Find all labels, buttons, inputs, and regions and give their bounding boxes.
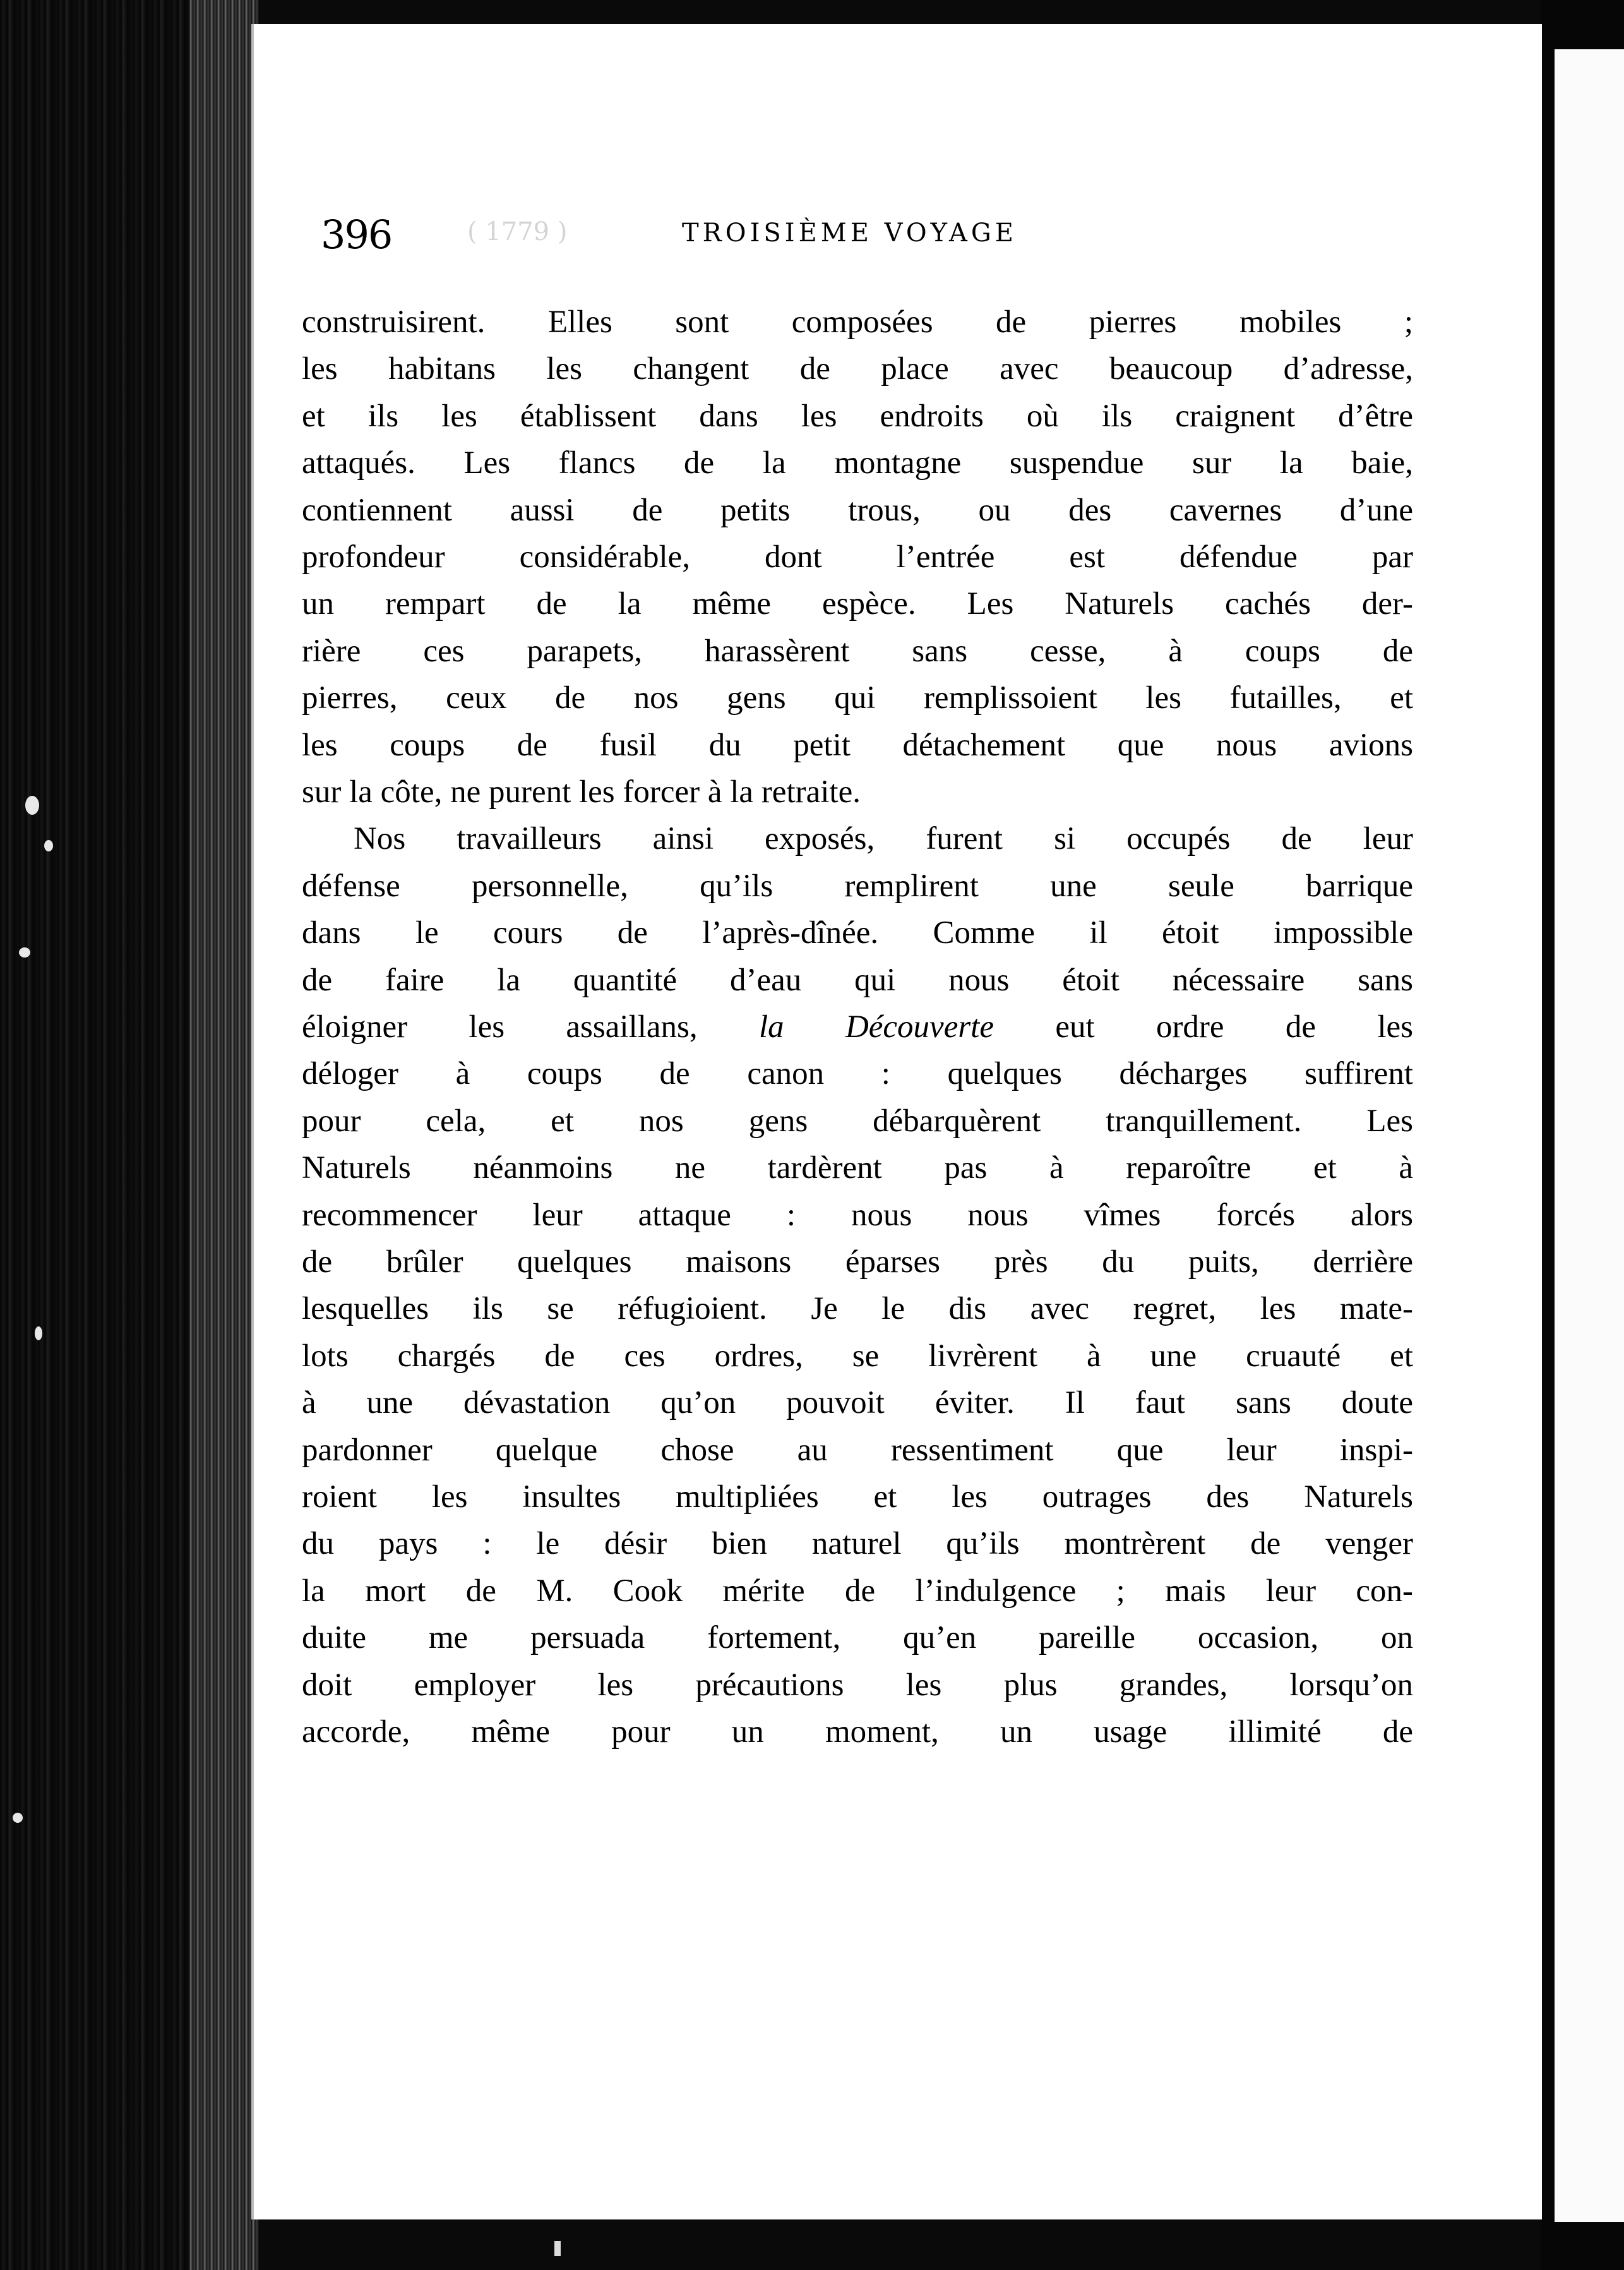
text-line: pour cela, et nos gens débarquèrent tranquillement. Les: [302, 1103, 1413, 1139]
text-line: sur la côte, ne purent les forcer à la retraite.: [302, 774, 861, 810]
text-line: déloger à coups de canon : quelques décharges suffirent: [302, 1056, 1413, 1091]
spine-speck: [13, 1813, 23, 1823]
text-line: les habitans les changent de place avec beaucoup d’adresse,: [302, 351, 1413, 387]
text-line: à une dévastation qu’on pouvoit éviter. Il faut sans doute: [302, 1385, 1413, 1420]
page-number: 396: [321, 212, 392, 258]
text-line: rière ces parapets, harassèrent sans cesse, à coups de: [302, 634, 1413, 669]
text-line: doit employer les précautions les plus grandes, lorsqu’on: [302, 1667, 1413, 1703]
text-line: attaqués. Les flancs de la montagne suspendue sur la baie,: [302, 445, 1413, 481]
text-line: défense personnelle, qu’ils remplirent une seule barrique: [302, 868, 1413, 904]
facing-page-edge: [1555, 49, 1624, 2222]
text-line: de faire la quantité d’eau qui nous étoit nécessaire sans: [302, 963, 1413, 998]
text-line: lots chargés de ces ordres, se livrèrent à une cruauté et: [302, 1338, 1413, 1374]
text-line: duite me persuada fortement, qu’en pareille occasion, on: [302, 1620, 1413, 1655]
text-line: lesquelles ils se réfugioient. Je le dis avec regret, les mate-: [302, 1291, 1413, 1326]
text-line: accorde, même pour un moment, un usage illimité de: [302, 1714, 1413, 1750]
text-line: du pays : le désir bien naturel qu’ils montrèrent de venger: [302, 1526, 1413, 1561]
text-line: pardonner quelque chose au ressentiment que leur inspi-: [302, 1432, 1413, 1468]
text-line: éloigner les assaillans, la Découverte eut ordre de les: [302, 1009, 1413, 1045]
text-line: les coups de fusil du petit détachement que nous avions: [302, 728, 1413, 763]
text-line: Naturels néanmoins ne tardèrent pas à reparoître et à: [302, 1150, 1413, 1186]
text-line: profondeur considérable, dont l’entrée est défendue par: [302, 539, 1413, 575]
spine-speck: [35, 1326, 42, 1340]
text-line: un rempart de la même espèce. Les Naturels cachés der-: [302, 586, 1413, 622]
ship-name: la Découverte: [758, 1009, 994, 1045]
text-line: la mort de M. Cook mérite de l’indulgence ; mais leur con-: [302, 1573, 1413, 1609]
page-edges: [189, 0, 259, 2270]
spine-speck: [19, 947, 30, 958]
text-line: recommencer leur attaque : nous nous vîmes forcés alors: [302, 1198, 1413, 1233]
text-line: construisirent. Elles sont composées de pierres mobiles ;: [302, 304, 1413, 340]
spine-speck: [25, 796, 39, 815]
text-line: de brûler quelques maisons éparses près du puits, derrière: [302, 1244, 1413, 1280]
text-line: roient les insultes multipliées et les outrages des Naturels: [302, 1479, 1413, 1515]
scan-mark: [554, 2241, 561, 2256]
running-head: TROISIÈME VOYAGE: [682, 219, 1017, 248]
text-line: et ils les établissent dans les endroits où ils craignent d’être: [302, 399, 1413, 434]
text-line: dans le cours de l’après-dînée. Comme il étoit impossible: [302, 915, 1413, 951]
spine-speck: [44, 840, 53, 851]
text-line: contiennent aussi de petits trous, ou des cavernes d’une: [302, 493, 1413, 528]
text-line: pierres, ceux de nos gens qui remplissoient les futailles, et: [302, 680, 1413, 716]
text-line: Nos travailleurs ainsi exposés, furent si occupés de leur: [354, 821, 1413, 856]
show-through-text: ( 1779 ): [467, 217, 568, 246]
